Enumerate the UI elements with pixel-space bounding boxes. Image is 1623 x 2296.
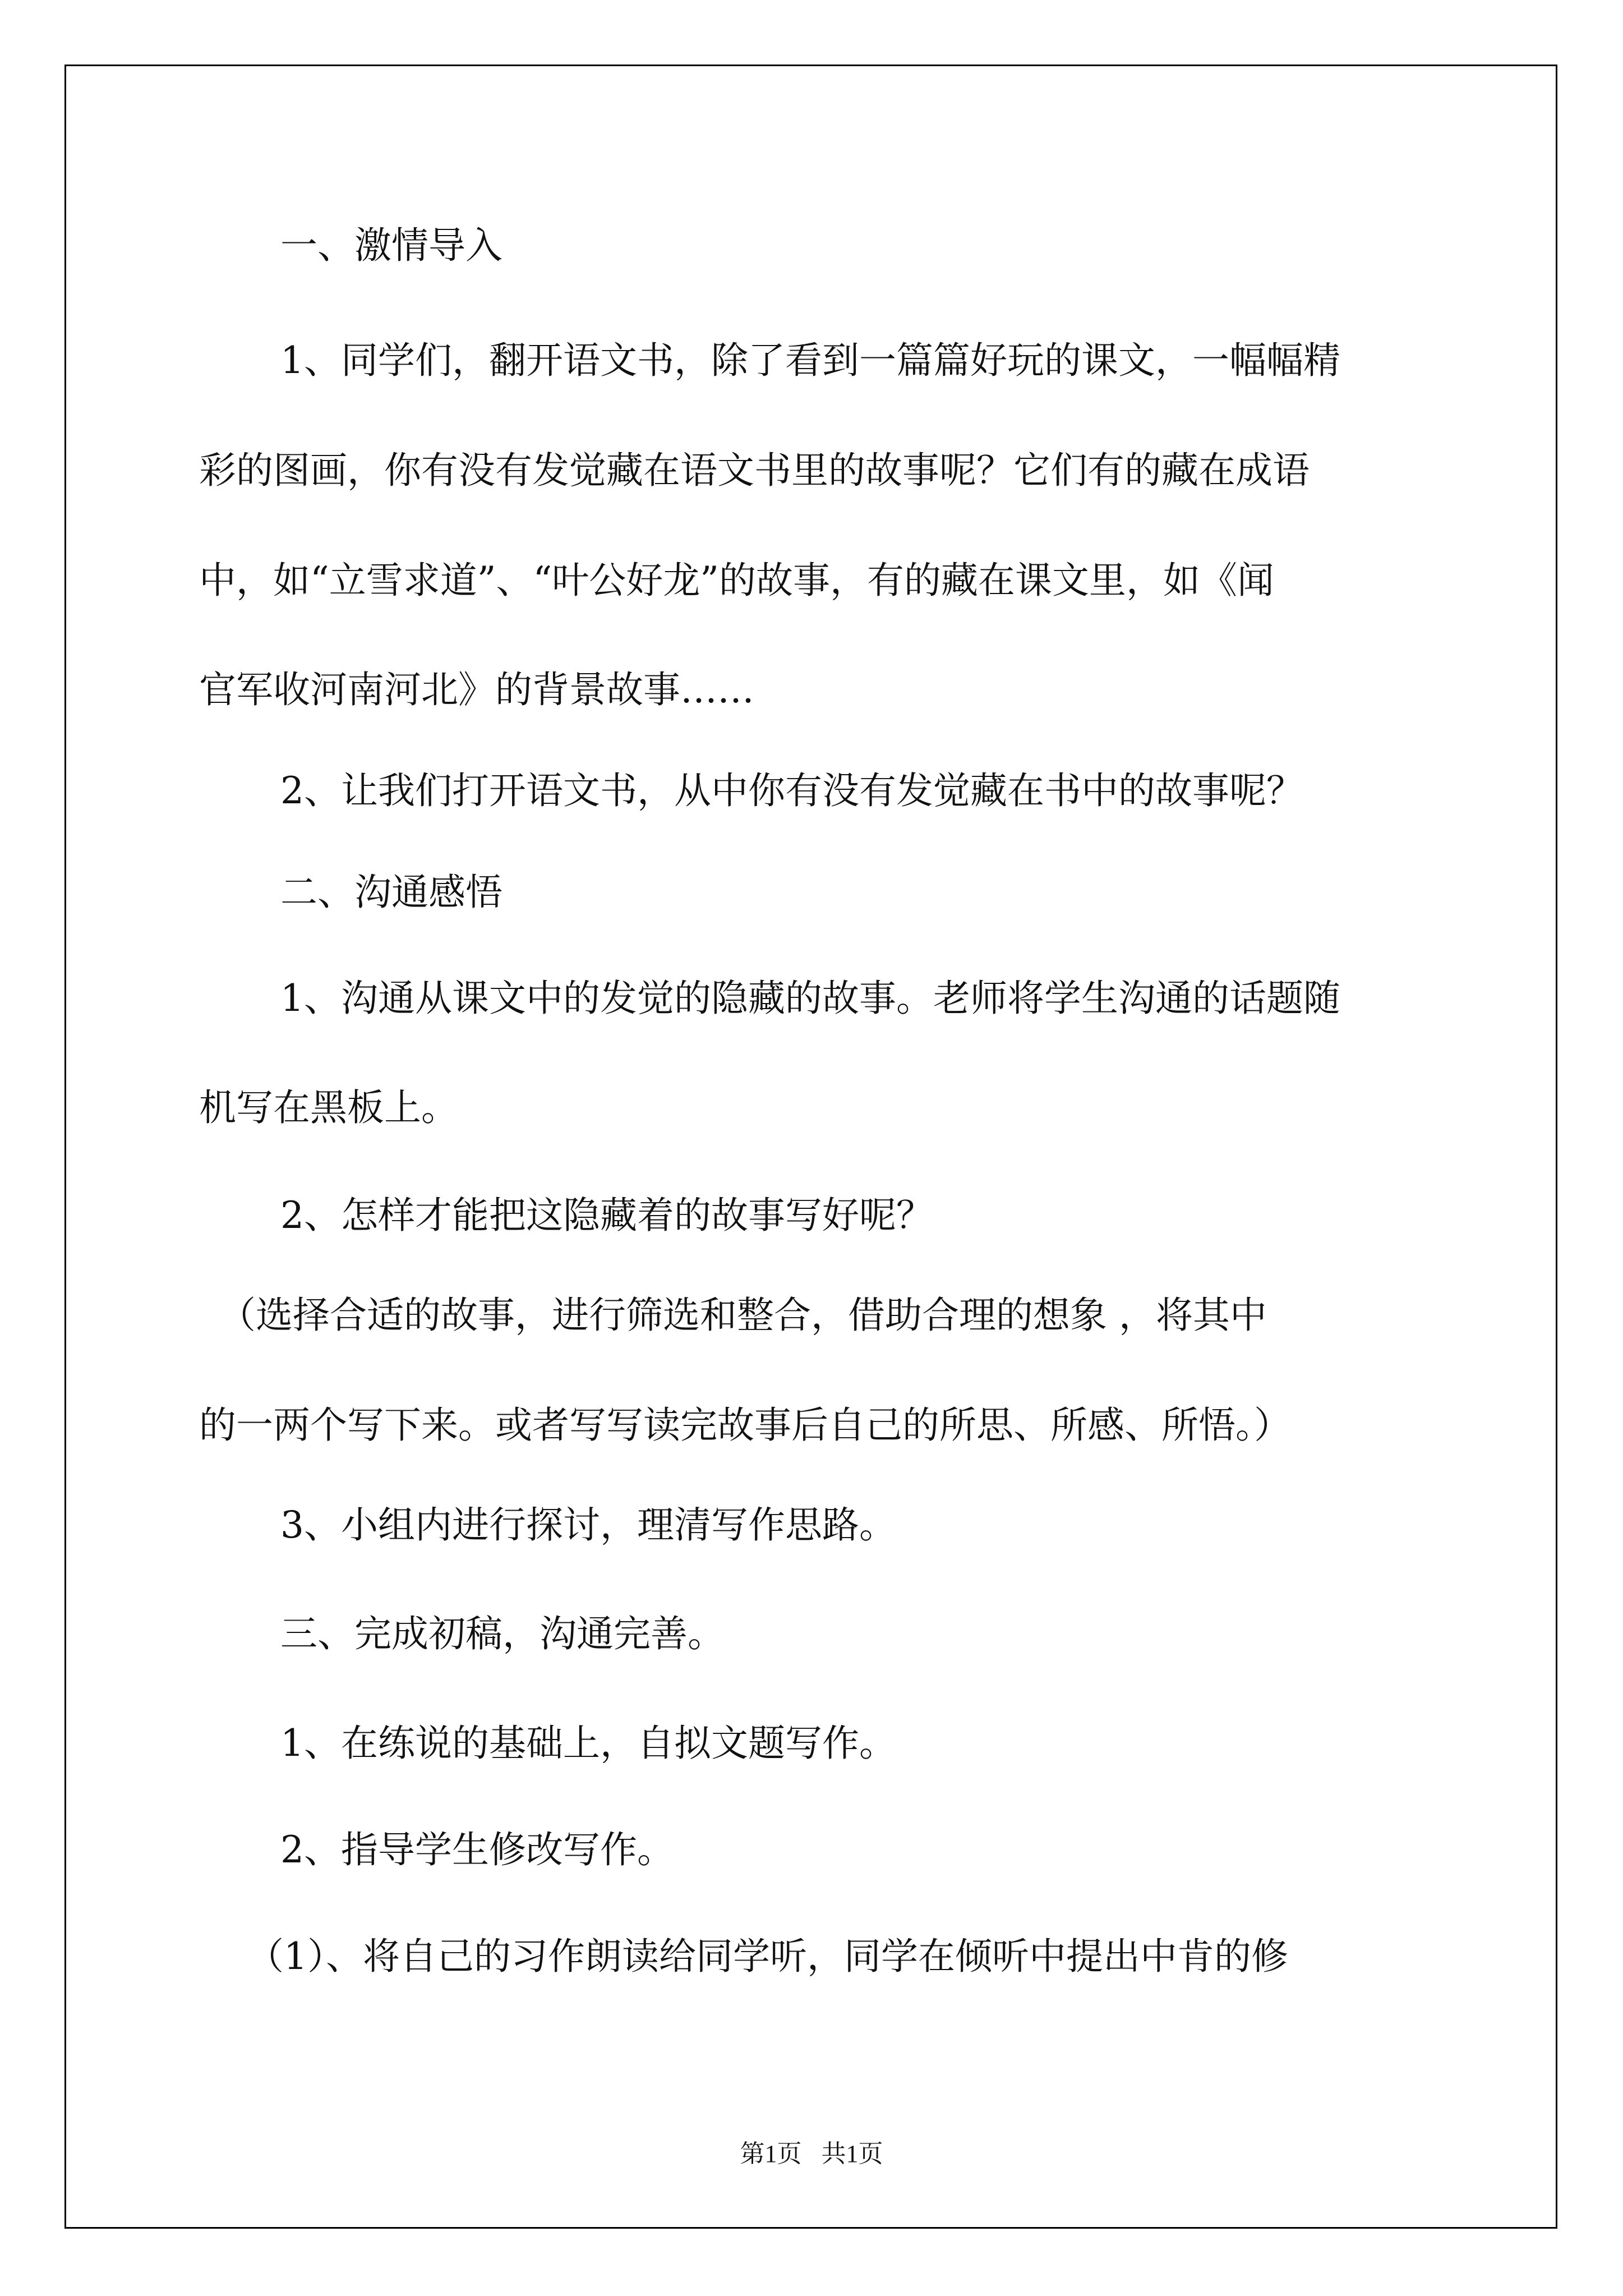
paragraph-line: （选择合适的故事，进行筛选和整合，借助合理的想象 ，将其中 — [219, 1294, 1267, 1337]
heading-3: 三、完成初稿，沟通完善。 — [280, 1612, 725, 1655]
paragraph-line: 2、指导学生修改写作。 — [280, 1828, 674, 1871]
paragraph-line: 1、同学们，翻开语文书，除了看到一篇篇好玩的课文，一幅幅精 — [280, 339, 1340, 382]
page-border — [64, 65, 1557, 2229]
paragraph-line: （1）、将自己的习作朗读给同学听，同学在倾听中提出中肯的修 — [247, 1935, 1288, 1978]
paragraph-line: 官军收河南河北》的背景故事…… — [199, 668, 754, 711]
paragraph-line: 的一两个写下来。或者写写读完故事后自己的所思、所感、所悟。） — [199, 1404, 1291, 1447]
page-footer — [0, 2133, 1623, 2169]
paragraph-line: 彩的图画，你有没有发觉藏在语文书里的故事呢？它们有的藏在成语 — [199, 449, 1310, 492]
paragraph-line: 1、在练说的基础上，自拟文题写作。 — [280, 1722, 896, 1765]
paragraph-line: 2、让我们打开语文书，从中你有没有发觉藏在书中的故事呢？ — [280, 769, 1303, 812]
paragraph-line: 2、怎样才能把这隐藏着的故事写好呢？ — [280, 1194, 933, 1237]
page-number: 第1页 — [740, 2140, 802, 2168]
page-total: 共1页 — [821, 2140, 883, 2168]
paragraph-line: 中，如“立雪求道”、“叶公好龙”的故事，有的藏在课文里，如《闻 — [199, 559, 1274, 602]
heading-1: 一、激情导入 — [280, 224, 502, 267]
paragraph-line: 机写在黑板上。 — [199, 1086, 458, 1129]
heading-2: 二、沟通感悟 — [280, 871, 502, 914]
paragraph-line: 1、沟通从课文中的发觉的隐藏的故事。老师将学生沟通的话题随 — [280, 977, 1340, 1020]
paragraph-line: 3、小组内进行探讨，理清写作思路。 — [280, 1503, 896, 1547]
